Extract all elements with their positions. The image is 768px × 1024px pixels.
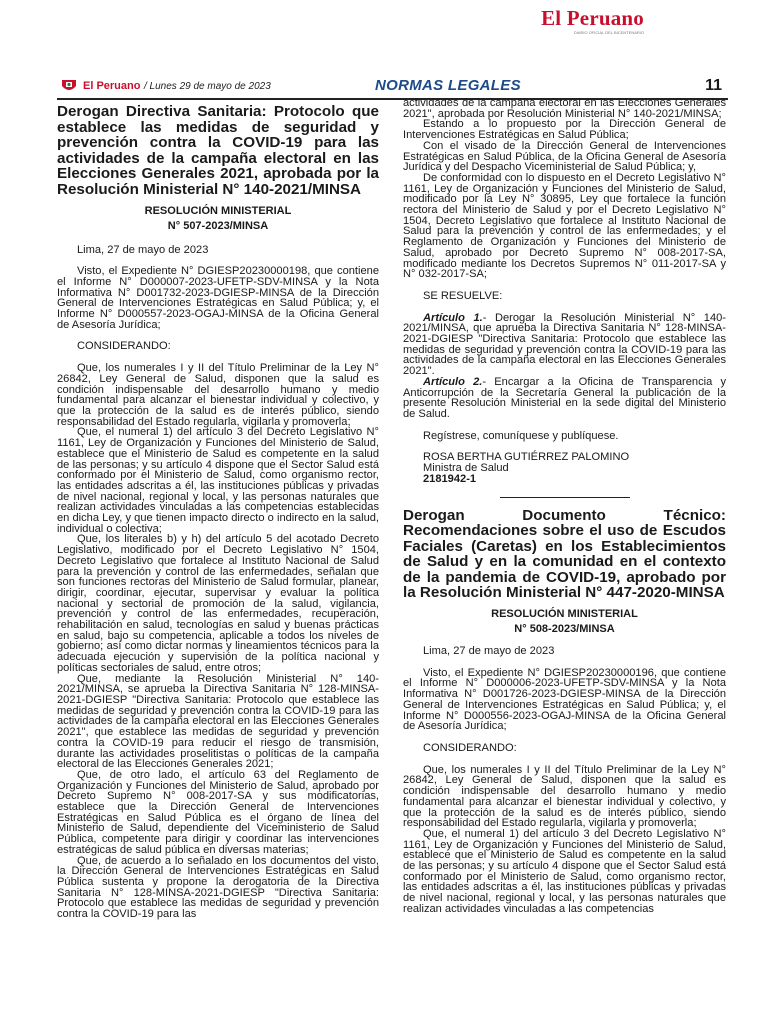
doc1-signer: ROSA BERTHA GUTIÉRREZ PALOMINO — [423, 451, 630, 464]
section-title: NORMAS LEGALES — [375, 77, 521, 94]
art1-text: - Derogar la Resolución Ministerial N° 140-2021/MINSA, que aprueba la Directiva Sanitaria N° 128-MINSA-2021-DGIESP "Directiva Sanitaria: Protocolo que establece las medidas de seguridad y prevención contra la COVID-19 para las actividades de la campaña electoral en las Elecciones Generales 2021". — [403, 311, 726, 378]
doc1-signer-role: Ministra de Salud — [423, 462, 509, 475]
doc1-paragraph: Que, el numeral 1) del artículo 3 del Decreto Legislativo N° 1161, Ley de Organización y Funciones del Ministerio de Salud, establece que el Ministerio de Salud es competente en la salud de las personas; y su artículo 4 dispone que el Sector Salud está conformado por el Ministerio de Salud, como organismo rector, las entidades adscritas a él, las instituciones públicas y privadas de nivel nacional, regional y local, y las personas naturales que realizan actividades vinculadas a las competencias establecidas en dicha Ley, y que tienen impacto directo o indirecto en la salud, individual o colectiva; — [57, 426, 379, 535]
doc2-considerando: CONSIDERANDO: — [423, 741, 517, 754]
doc1-res-type: RESOLUCIÓN MINISTERIAL — [144, 204, 292, 217]
doc2-paragraph: Que, el numeral 1) del artículo 3 del Decreto Legislativo N° 1161, Ley de Organización y Funciones del Ministerio de Salud, establece que el Ministerio de Salud es competente en la salud de las personas; y su artículo 4 dispone que el Sector Salud está conformado por el Ministerio de Salud, como organismo rector, las entidades adscritas a él, las instituciones públicas y privadas de nivel nacional, regional y local, y las personas naturales que realizan actividades vinculadas a las competencias — [403, 827, 726, 915]
doc1-article-1 — [403, 313, 726, 377]
doc1-paragraph: De conformidad con lo dispuesto en el Decreto Legislativo N° 1161, Ley de Organización y Funciones del Ministerio de Salud, modificado por la Ley N° 30895, Ley que fortalece la función rectora del Ministerio de Salud y por el Decreto Legislativo N° 1504, Decreto Legislativo que fortalece al Instituto Nacional de Salud para la prevención y control de las enfermedades; y el Reglamento de Organización y Funciones del Ministerio de Salud, aprobado por Decreto Supremo N° 008-2017-SA, modificado mediante los Decretos Supremos N° 011-2017-SA y N° 032-2017-SA; — [403, 171, 726, 281]
doc1-paragraph: Con el visado de la Dirección General de Intervenciones Estratégicas en Salud Pública, de la Oficina General de Asesoría Jurídica y del Despacho Viceministerial de Salud Pública; y, — [403, 139, 726, 174]
art1-label: Artículo 1. — [423, 311, 483, 324]
left-column — [57, 100, 379, 920]
doc2-place-date: Lima, 27 de mayo de 2023 — [423, 645, 555, 658]
doc1-place-date: Lima, 27 de mayo de 2023 — [77, 243, 209, 256]
doc1-title: Derogan Directiva Sanitaria: Protocolo que establece las medidas de seguridad y prevención contra la COVID-19 para las actividades de la campaña electoral en las Elecciones Generales 2021, aprobada por la Resolución Ministerial N° 140-2021/MINSA — [57, 103, 379, 198]
doc1-paragraph: Que, los numerales I y II del Título Preliminar de la Ley N° 26842, Ley General de Salud, disponen que la salud es condición indispensable del desarrollo humano y medio fundamental para alcanzar el bienestar individual y colectivo, y que la protección de la salud es de interés público, siendo responsabilidad del Estado regularla, vigilarla y promoverla; — [57, 362, 379, 428]
doc2-res-type: RESOLUCIÓN MINISTERIAL — [491, 608, 638, 621]
coat-of-arms-icon — [60, 78, 78, 94]
header-date: / Lunes 29 de mayo de 2023 — [144, 81, 271, 92]
doc1-paragraph: Que, los literales b) y h) del artículo 5 del acotado Decreto Legislativo, modificado por el Decreto Legislativo N° 1504, Decreto Legislativo que fortalece al Instituto Nacional de Salud para la prevención y control de las enfermedades, señalan que son funciones rectoras del Ministerio de Salud formular, planear, dirigir, coordinar, ejecutar, supervisar y evaluar la política nacional y sectorial de promoción de la salud, vigilancia, prevención y control de las enfermedades, recuperación, rehabilitación en salud, tecnologías en salud y buenas prácticas en salud, bajo su competencia, aplicable a todos los niveles de gobierno; así como dictar normas y lineamientos técnicos para la adecuada ejecución y supervisión de la política nacional y políticas sectoriales de salud, entre otros; — [57, 533, 379, 674]
doc1-paragraph: Estando a lo propuesto por la Dirección General de Intervenciones Estratégicas en Salud Pública; — [403, 118, 726, 142]
doc1-closing: Regístrese, comuníquese y publíquese. — [423, 429, 619, 442]
art2-label: Artículo 2. — [423, 375, 483, 388]
logo-subtitle: DIARIO OFICIAL DEL BICENTENARIO — [573, 30, 644, 35]
doc2-title: Derogan Documento Técnico: Recomendaciones sobre el uso de Escudos Faciales (Caretas) en los Establecimientos de Salud y en la comunidad en el contexto de la pandemia de COVID-19, aprobado por la Resolución Ministerial N° 447-2020-MINSA — [403, 506, 726, 602]
page-number: 11 — [705, 77, 722, 94]
doc1-paragraph: Que, mediante la Resolución Ministerial N° 140-2021/MINSA, se aprueba la Directiva Sanitaria N° 128-MINSA-2021-DGIESP "Directiva Sanitaria: Protocolo que establece las medidas de seguridad y prevención contra la COVID-19 para las actividades de la campaña electoral en las Elecciones Generales 2021", que establece las medidas de seguridad y prevención contra la COVID-19 para reducir el riesgo de transmisión, durante las actividades proselitistas o políticas de la campaña electoral de las Elecciones Generales 2021; — [57, 672, 379, 771]
doc1-considerando: CONSIDERANDO: — [77, 340, 171, 353]
el-peruano-logo: El Peruano — [541, 6, 644, 30]
doc2-res-number: N° 508-2023/MINSA — [514, 623, 615, 636]
separator-rule — [500, 497, 630, 498]
doc1-res-number: N° 507-2023/MINSA — [167, 219, 269, 232]
doc1-visto: Visto, el Expediente N° DGIESP20230000198, que contiene el Informe N° D000007-2023-UFETP-SDV-MINSA y la Nota Informativa N° D001732-2023-DGIESP-MINSA de la Dirección General de Intervenciones Estratégicas en Salud Pública; y, el Informe N° D000557-2023-OGAJ-MINSA de la Oficina General de Asesoría Jurídica; — [57, 265, 379, 331]
doc2-paragraph: Que, los numerales I y II del Título Preliminar de la Ley N° 26842, Ley General de Salud, disponen que la salud es condición indispensable del desarrollo humano y medio fundamental para alcanzar el bienestar individual y colectivo, y que la protección de la salud es de interés público, siendo responsabilidad del Estado regularla, vigilarla y promoverla; — [403, 763, 726, 830]
doc1-se-resuelve: SE RESUELVE: — [423, 289, 503, 302]
doc1-paragraph: Que, de acuerdo a lo señalado en los documentos del visto, la Dirección General de Intervenciones Estratégicas en Salud Pública sustenta y propone la derogatoria de la Directiva Sanitaria N° 128-MINSA-2021-DGIESP "Directiva Sanitaria: Protocolo que establece las medidas de seguridad y prevención contra la COVID-19 para las — [57, 854, 379, 921]
header-publication: El Peruano — [83, 80, 141, 92]
doc2-visto: Visto, el Expediente N° DGIESP20230000196, que contiene el Informe N° D000006-2023-UFETP-SDV-MINSA y la Nota Informativa N° D001726-2023-DGIESP-MINSA de la Dirección General de Intervenciones Estratégicas en Salud Pública; y, el Informe N° D000556-2023-OGAJ-MINSA de la Oficina General de Asesoría Jurídica; — [403, 666, 726, 733]
doc1-article-2 — [403, 377, 726, 420]
doc1-paragraph-continued: actividades de la campaña electoral en las Elecciones Generales 2021", aprobada por Resolución Ministerial N° 140-2021/MINSA; — [403, 97, 726, 120]
doc1-paragraph: Que, de otro lado, el artículo 63 del Reglamento de Organización y Funciones del Ministerio de Salud, aprobado por Decreto Supremo N° 008-2017-SA y sus modificatorias, establece que la Dirección General de Intervenciones Estratégicas en Salud Pública es el órgano de línea del Ministerio de Salud, dependiente del Viceministerio de Salud Pública, competente para dirigir y coordinar las intervenciones estratégicas de salud pública en diversas materias; — [57, 768, 379, 856]
art2-text: - Encargar a la Oficina de Transparencia y Anticorrupción de la Secretaría General la publicación de la presente Resolución Ministerial en la sede digital del Ministerio de Salud. — [403, 375, 726, 420]
doc1-code: 2181942-1 — [423, 472, 477, 485]
right-column — [403, 98, 726, 915]
